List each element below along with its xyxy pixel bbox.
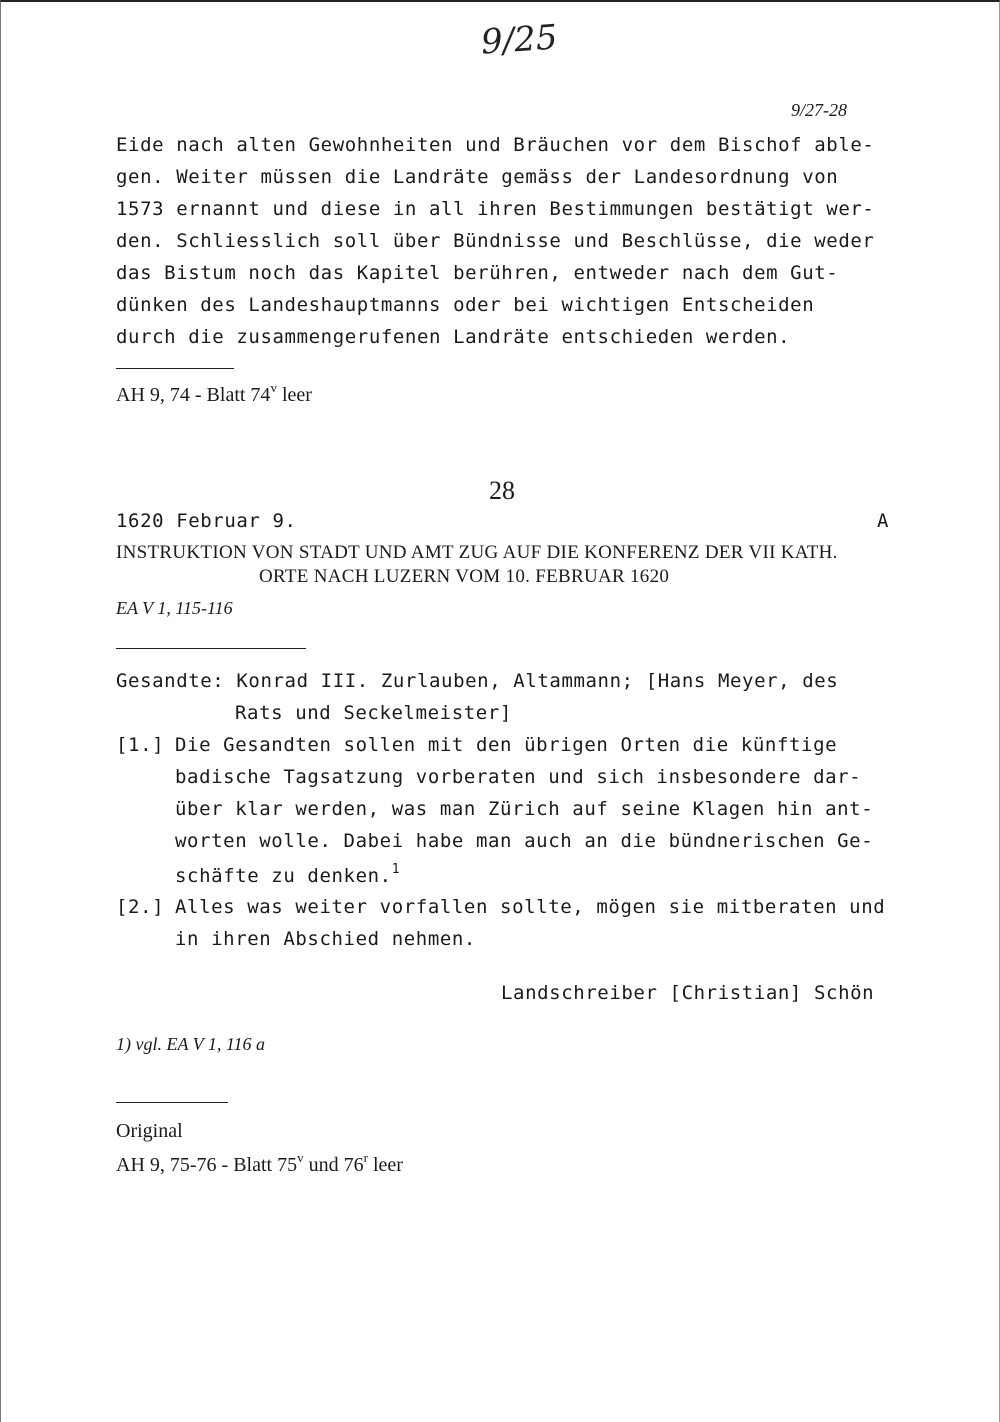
- item-text-line: badische Tagsatzung vorberaten und sich insbesondere dar-: [175, 766, 862, 788]
- handwritten-folio-number: 9/25: [479, 17, 559, 63]
- paragraph-line: gen. Weiter müssen die Landräte gemäss der Landesordnung von: [116, 166, 839, 188]
- document-date: 1620 Februar 9.: [116, 510, 297, 532]
- source-text: AH 9, 74 - Blatt 74: [116, 384, 271, 406]
- envoys-line: Rats und Seckelmeister]: [235, 702, 512, 724]
- divider: [116, 1102, 228, 1103]
- item-text-line: Die Gesandten sollen mit den übrigen Orten die künftige: [175, 734, 838, 756]
- source-label: Original: [116, 1120, 183, 1142]
- footnote-marker: 1: [391, 862, 401, 877]
- paragraph-line: durch die zusammengerufenen Landräte entschieden werden.: [116, 326, 791, 348]
- item-text-line: [175, 862, 400, 887]
- source-superscript: v: [270, 380, 277, 395]
- paragraph-line: den. Schliesslich soll über Bündnisse und Beschlüsse, die weder: [116, 230, 875, 252]
- item-number: [2.]: [116, 896, 165, 918]
- document-number: 28: [489, 476, 515, 505]
- document-title-line-1: INSTRUKTION VON STADT UND AMT ZUG AUF DIE KONFERENZ DER VII KATH.: [116, 542, 838, 563]
- divider: [116, 648, 306, 649]
- paragraph-line: das Bistum noch das Kapitel berühren, entweder nach dem Gut-: [116, 262, 839, 284]
- paragraph-line: dünken des Landeshauptmanns oder bei wichtigen Entscheiden: [116, 294, 815, 316]
- item-text-line: über klar werden, was man Zürich auf seine Klagen hin ant-: [175, 798, 874, 820]
- item-text: schäfte zu denken.: [175, 865, 392, 887]
- item-text-line: Alles was weiter vorfallen sollte, mögen sie mitberaten und: [175, 896, 886, 918]
- page-reference: 9/27-28: [791, 100, 847, 120]
- divider: [116, 368, 234, 369]
- source-mid: und 76: [303, 1154, 364, 1176]
- source-superscript: r: [363, 1150, 368, 1165]
- source-superscript: v: [297, 1150, 304, 1165]
- document-type: A: [877, 510, 890, 532]
- source-tail: leer: [367, 1154, 403, 1176]
- footnote: 1) vgl. EA V 1, 116 a: [116, 1034, 265, 1054]
- source-tail: leer: [276, 384, 312, 406]
- paragraph-line: Eide nach alten Gewohnheiten und Bräuchen vor dem Bischof able-: [116, 134, 875, 156]
- item-text-line: in ihren Abschied nehmen.: [175, 928, 476, 950]
- paragraph-line: 1573 ernannt und diese in all ihren Bestimmungen bestätigt wer-: [116, 198, 875, 220]
- signature: Landschreiber [Christian] Schön: [501, 982, 875, 1004]
- source-text: AH 9, 75-76 - Blatt 75: [116, 1154, 298, 1176]
- item-text-line: worten wolle. Dabei habe man auch an die bündnerischen Ge-: [175, 830, 874, 852]
- document-title-line-2: ORTE NACH LUZERN VOM 10. FEBRUAR 1620: [259, 566, 670, 587]
- item-number: [1.]: [116, 734, 165, 756]
- envoys-line: Gesandte: Konrad III. Zurlauben, Altammann; [Hans Meyer, des: [116, 670, 839, 692]
- source-line: [116, 1150, 403, 1177]
- previous-source-line: [116, 380, 312, 407]
- edition-reference: EA V 1, 115-116: [116, 598, 233, 618]
